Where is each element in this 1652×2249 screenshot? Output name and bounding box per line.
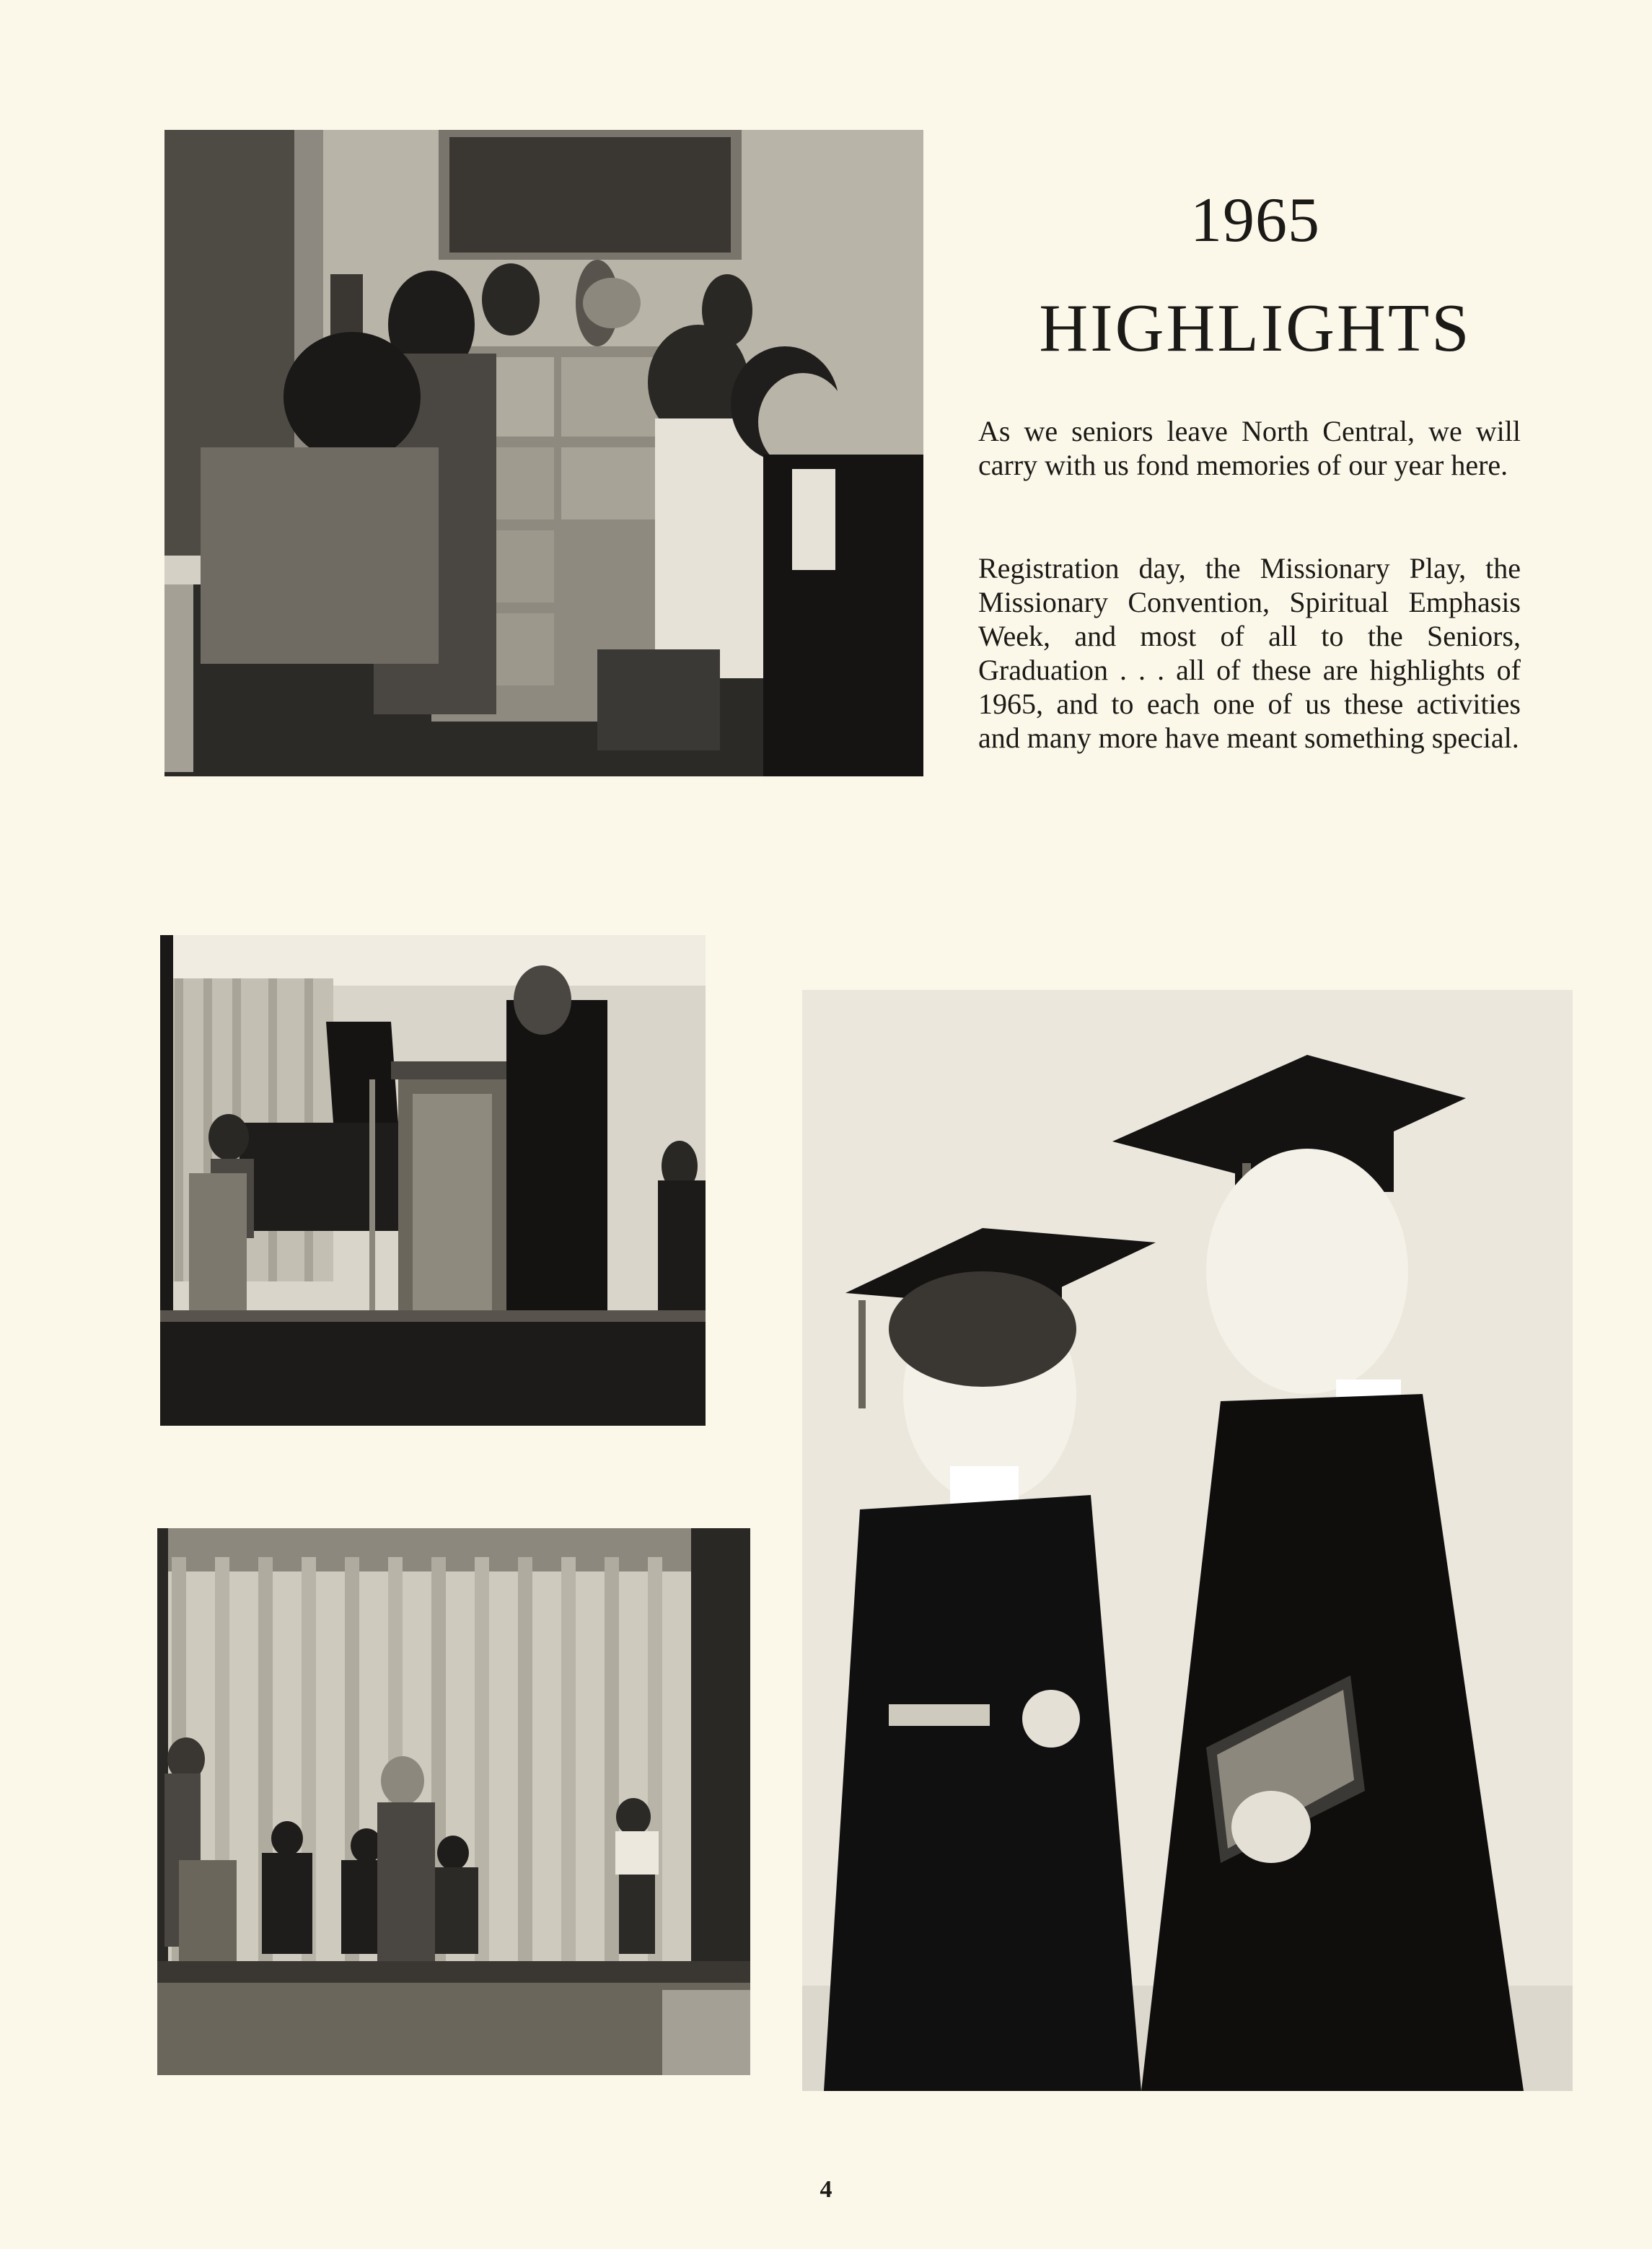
intro-paragraph: As we seniors leave North Central, we will carry with us fond memories of our year here. bbox=[978, 415, 1521, 481]
heading-year: 1965 bbox=[1190, 185, 1320, 255]
missionary-play-photo bbox=[157, 1528, 750, 2075]
graduates-photo bbox=[802, 990, 1573, 2091]
heading-title: HIGHLIGHTS bbox=[1039, 291, 1472, 366]
registration-photo bbox=[164, 130, 923, 776]
page-number: 4 bbox=[820, 2176, 832, 2203]
highlights-paragraph: Registration day, the Missionary Play, the Missionary Convention, Spiritual Emphasis Week, and most of all to the Seniors, Graduation . . . all of these are highlights of 1965, and to each one of us these activities and many more have meant something special. bbox=[978, 552, 1521, 754]
speaker-at-pulpit-photo bbox=[160, 935, 706, 1426]
